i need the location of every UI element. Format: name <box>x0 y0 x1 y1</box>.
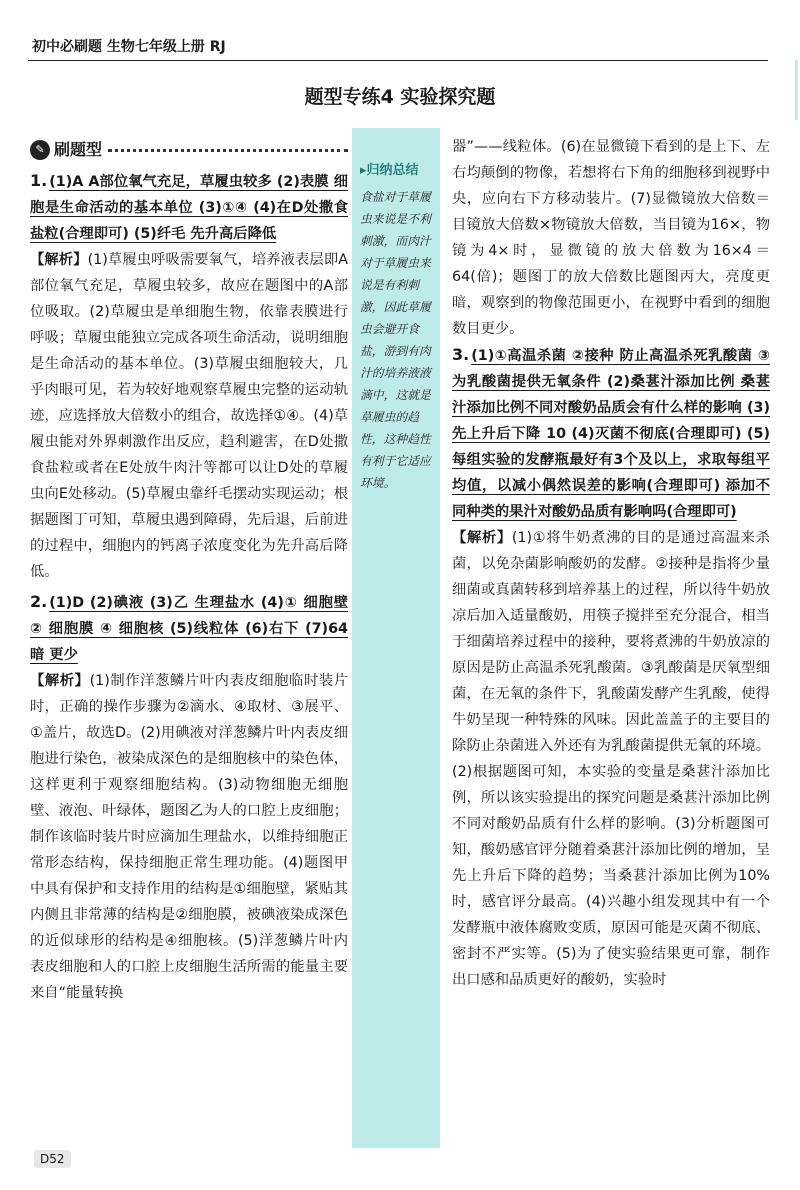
sidebar-heading: ▸归纳总结 <box>360 163 419 178</box>
analysis-text: (1)制作洋葱鳞片叶内表皮细胞临时装片时，正确的操作步骤为②滴水、④取材、③展平、①盖片，故选D。(2)用碘液对洋葱鳞片叶内表皮细胞进行染色，被染成深色的是细胞核中的染色体，这样更利于观察细胞结构。(3)动物细胞无细胞壁、液泡、叶绿体，题图乙为人的口腔上皮细胞；制作该临时装片时应滴加生理盐水，以维持细胞正常形态结构，保持细胞正常生理功能。(4)题图甲中具有保护和支持作用的结构是①细胞壁，紧贴其内侧且非常薄的结构是②细胞膜，被碘液染成深色的近似球形的结构是④细胞核。(5)洋葱鳞片叶内表皮细胞和人的口腔上皮细胞生活所需的能量主要来自“能量转换 <box>30 673 349 1001</box>
summary-sidebar <box>352 128 440 1148</box>
sidebar-heading-label: 归纳总结 <box>366 163 419 178</box>
question-2 <box>30 589 348 1006</box>
question-3 <box>452 342 770 993</box>
section-badge <box>30 137 102 163</box>
analysis-text: (1)①将牛奶煮沸的目的是通过高温来杀菌，以免杂菌影响酸奶的发酵。②接种是指将少量细菌或真菌转移到培养基上的过程，所以待牛奶放凉后加入适量酸奶，用筷子搅拌至充分混合，相当于细菌培养过程中的接种，要将煮沸的牛奶放凉的原因是防止高温杀死乳酸菌。③乳酸菌是厌氧型细菌，在无氧的条件下，乳酸菌发酵产生乳酸，使得牛奶呈现一种特殊的风味。因此盖盖子的主要目的除防止杂菌进入外还有为乳酸菌提供无氧的环境。(2)根据题图可知，本实验的变量是桑葚汁添加比例，所以该实验提出的探究问题是桑葚汁添加比例不同对酸奶品质有什么样的影响。(3)分析题图可知，酸奶感官评分随着桑葚汁添加比例的增加，呈先上升后下降的趋势；当桑葚汁添加比例为10%时，感官评分最高。(4)兴趣小组发现其中有一个发酵瓶中液体腐败变质，原因可能是灭菌不彻底、密封不严实等。(5)为了使实验结果更可靠，制作出口感和品质更好的酸奶，实验时 <box>452 530 770 988</box>
question-analysis <box>30 247 348 585</box>
page-title: 题型专练4 实验探究题 <box>304 86 496 108</box>
question-number: 1. <box>30 171 48 190</box>
question-analysis <box>452 525 770 993</box>
pencil-icon: ✎ <box>30 140 50 160</box>
analysis-text: (1)草履虫呼吸需要氧气，培养液表层即A部位氧气充足，草履虫较多，故应在题图中的A部位吸取。(2)草履虫是单细胞生物，依靠表膜进行呼吸；草履虫能独立完成各项生命活动，说明细胞是生命活动的基本单位。(3)草履虫细胞较大，几乎肉眼可见，若为较好地观察草履虫完整的运动轨迹，应选择放大倍数小的组合，故选择①④。(4)草履虫能对外界刺激作出反应，趋利避害，在D处撒食盐粒或者在E处放牛肉汁等都可以让D处的草履虫向E处移动。(5)草履虫靠纤毛摆动实现运动；根据题图丁可知，草履虫遇到障碍，先后退，后前进的过程中，细胞内的钙离子浓度变化为先升高后降低。 <box>30 252 349 580</box>
question-answer: (1)A A部位氧气充足，草履虫较多 (2)表膜 细胞是生命活动的基本单位 (3)①④ (4)在D处撒食盐粒(合理即可) (5)纤毛 先升高后降低 <box>30 174 348 242</box>
question-answer: (1)D (2)碘液 (3)乙 生理盐水 (4)① 细胞壁 ② 细胞膜 ④ 细胞核 (5)线粒体 (6)右下 (7)64 暗 更少 <box>30 595 348 663</box>
question-analysis <box>30 668 348 1006</box>
analysis-tag: 【解析】 <box>452 530 512 546</box>
page-number: D52 <box>34 1150 71 1168</box>
sidebar-body: 食盐对于草履虫来说是不利刺激，而肉汁对于草履虫来说是有利刺激，因此草履虫会避开食盐，游到有肉汁的培养液液滴中，这就是草履虫的趋性，这种趋性有利于它适应环境。 <box>360 190 431 490</box>
section-badge-label: 刷题型 <box>54 140 103 159</box>
question-2-continuation: 器”——线粒体。(6)在显微镜下看到的是上下、左右均颠倒的物像，若想将右下角的细胞移到视野中央，应向右下方移动装片。(7)显微镜放大倍数＝目镜放大倍数×物镜放大倍数，当目镜为16×，物镜为4×时，显微镜的放大倍数为16×4＝64(倍)；题图丁的放大倍数比题图丙大，亮度更暗，观察到的物像范围更小，在视野中看到的细胞数目更少。 <box>452 139 770 337</box>
question-number: 3. <box>452 345 470 364</box>
section-badge-row <box>30 134 348 166</box>
right-column <box>452 134 770 993</box>
analysis-tag: 【解析】 <box>30 252 88 268</box>
book-header: 初中必刷题 生物七年级上册 RJ <box>32 39 226 55</box>
dotted-divider <box>108 149 348 152</box>
question-answer: (1)①高温杀菌 ②接种 防止高温杀死乳酸菌 ③为乳酸菌提供无氧条件 (2)桑葚汁添加比例 桑葚汁添加比例不同对酸奶品质会有什么样的影响 (3)先上升后下降 10 (4)灭菌不彻底(合理即可) (5)每组实验的发酵瓶最好有3个及以上，求取每组平均值，以减小偶然误差的影响(合理即可) 添加不同种类的果汁对酸奶品质有影响吗(合理即可) <box>452 348 770 520</box>
question-number: 2. <box>30 592 48 611</box>
left-column <box>30 134 348 1006</box>
header-divider <box>28 60 768 61</box>
analysis-tag: 【解析】 <box>30 673 90 689</box>
question-1 <box>30 168 348 585</box>
